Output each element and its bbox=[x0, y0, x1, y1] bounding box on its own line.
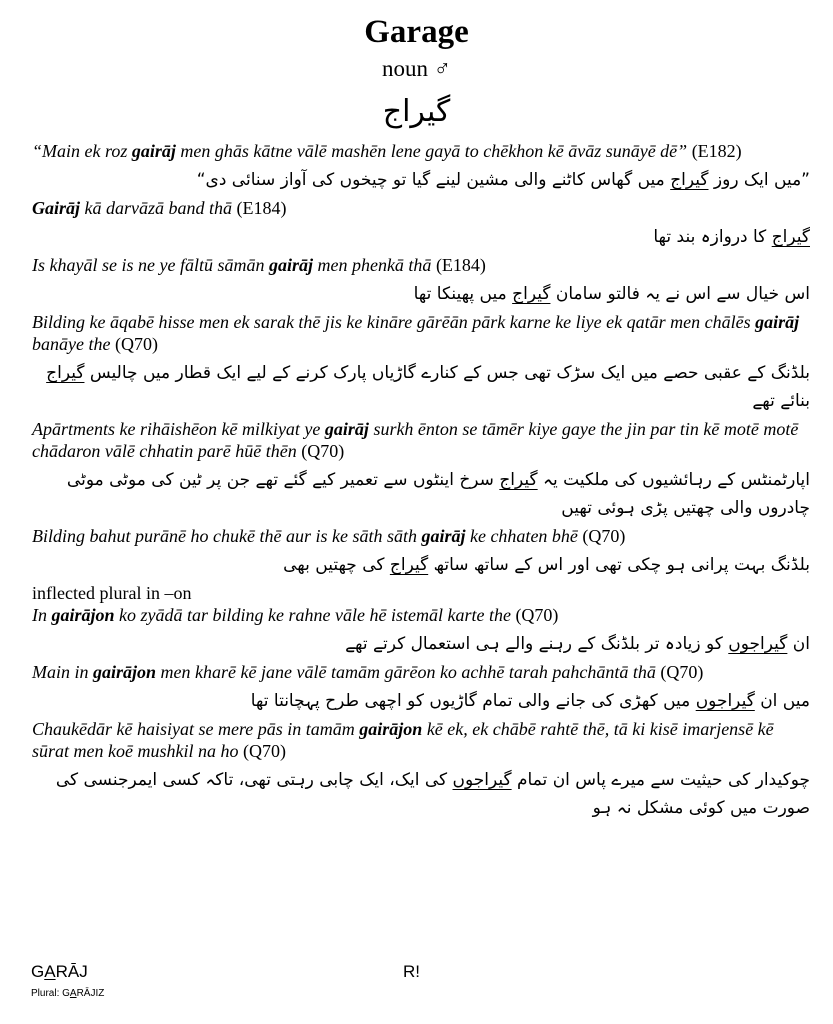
urdu-headword: گیراج bbox=[382, 94, 451, 129]
plural-entry bbox=[32, 661, 810, 715]
entries-list bbox=[32, 140, 810, 825]
source-ref: (Q70) bbox=[660, 662, 704, 682]
highlighted-word: gairāj bbox=[131, 141, 176, 161]
example-entry bbox=[32, 418, 810, 522]
romanized-example: Is khayāl se is ne ye fāltū sāmān gairāj men phenkā thā (E184) bbox=[32, 255, 486, 275]
source-ref: (Q70) bbox=[301, 441, 345, 461]
pronunciation: GARĀJ bbox=[31, 962, 88, 981]
urdu-example: ان گیراجوں کو زیادہ تر بلڈنگ کے رہنے والے ہی استعمال کرتے تھے bbox=[345, 634, 810, 654]
highlighted-word: gairāj bbox=[755, 312, 800, 332]
highlighted-word: gairāj bbox=[324, 419, 369, 439]
highlighted-word: gairājon bbox=[359, 719, 423, 739]
romanized-example: Bilding ke āqabē hisse men ek sarak thē jis ke kināre gārēān pārk karne ke liye ek qatār men chālēs gairāj banāye the (Q70) bbox=[32, 312, 800, 354]
romanized-example: Bilding bahut purānē ho chukē thē aur is ke sāth sāth gairāj ke chhaten bhē (Q70) bbox=[32, 526, 626, 546]
source-ref: (E184) bbox=[435, 255, 486, 275]
source-ref: (E184) bbox=[236, 198, 287, 218]
source-ref: (E182) bbox=[691, 141, 742, 161]
example-entry bbox=[32, 525, 810, 579]
highlighted-word: gairāj bbox=[421, 526, 466, 546]
headword-title: Garage bbox=[364, 14, 469, 50]
urdu-example: گیراج کا دروازہ بند تھا bbox=[653, 227, 810, 247]
inflection-note: inflected plural in –on bbox=[32, 583, 192, 603]
source-ref: (Q70) bbox=[114, 334, 158, 354]
urdu-example: چوکیدار کی حیثیت سے میرے پاس ان تمام گیراجوں کی ایک، ایک چابی رہتی تھی، تاکہ کسی ایمرجنسی کی صورت میں کوئی مشکل نہ ہو bbox=[55, 770, 810, 818]
part-of-speech: noun ♂ bbox=[382, 56, 451, 81]
footer-mark: R! bbox=[403, 962, 420, 981]
source-ref: (Q70) bbox=[582, 526, 626, 546]
urdu-example: ”میں ایک روز گیراج میں گھاس کاٹنے والی مشین لینے گیا تو چیخوں کی آواز سنائی دی“ bbox=[196, 170, 810, 190]
example-entry bbox=[32, 140, 810, 194]
plural-entry bbox=[32, 718, 810, 822]
urdu-example: میں ان گیراجوں میں کھڑی کی جانے والی تمام گاڑیوں کو اچھی طرح پہچانتا تھا bbox=[250, 691, 810, 711]
example-entry bbox=[32, 311, 810, 415]
example-entry bbox=[32, 197, 810, 251]
romanized-example: In gairājon ko zyādā tar bilding ke rahne vāle hē istemāl karte the (Q70) bbox=[32, 605, 559, 625]
plural-entry bbox=[32, 604, 810, 658]
romanized-example: Apārtments ke rihāishēon kē milkiyat ye gairāj surkh ēnton se tāmēr kiye gaye the jin par tin kē motē motē chādaron vālē chhatin parē hūē thēn (Q70) bbox=[32, 419, 799, 461]
romanized-example: “Main ek roz gairāj men ghās kātne vālē mashēn lene gayā to chēkhon kē āvāz sunāyē dē” (E182) bbox=[32, 141, 742, 161]
highlighted-word: gairājon bbox=[51, 605, 115, 625]
urdu-example: اس خیال سے اس نے یہ فالتو سامان گیراج میں پھینکا تھا bbox=[413, 284, 810, 304]
example-entry bbox=[32, 254, 810, 308]
romanized-example: Chaukēdār kē haisiyat se mere pās in tamām gairājon kē ek, ek chābē rahtē thē, tā ki kisē imarjensē kē sūrat men koē mushkil na ho (Q70) bbox=[32, 719, 774, 761]
urdu-example: بلڈنگ بہت پرانی ہو چکی تھی اور اس کے ساتھ ساتھ گیراج کی چھتیں بھی bbox=[283, 555, 810, 575]
romanized-example: Main in gairājon men kharē kē jane vālē tamām gārēon ko achhē tarah pahchāntā thā (Q70) bbox=[32, 662, 704, 682]
source-ref: (Q70) bbox=[242, 741, 286, 761]
highlighted-word: gairājon bbox=[93, 662, 157, 682]
source-ref: (Q70) bbox=[515, 605, 559, 625]
urdu-example: بلڈنگ کے عقبی حصے میں ایک سڑک تھی جس کے کنارے گاڑیاں پارک کرنے کے لیے ایک قطار میں چالیس گیراج بنائے تھے bbox=[46, 363, 810, 411]
plural-pronunciation: Plural: GARĀJIZ bbox=[31, 988, 105, 999]
urdu-example: اپارٹمنٹس کے رہائشیوں کی ملکیت یہ گیراج سرخ اینٹوں سے تعمیر کیے گئے تھے جن پر ٹین کی موٹی موٹی چادروں والی چھتیں پڑی ہوئی تھیں bbox=[66, 470, 810, 518]
romanized-example: Gairāj kā darvāzā band thā (E184) bbox=[32, 198, 287, 218]
highlighted-word: Gairāj bbox=[32, 198, 81, 218]
highlighted-word: gairāj bbox=[268, 255, 313, 275]
